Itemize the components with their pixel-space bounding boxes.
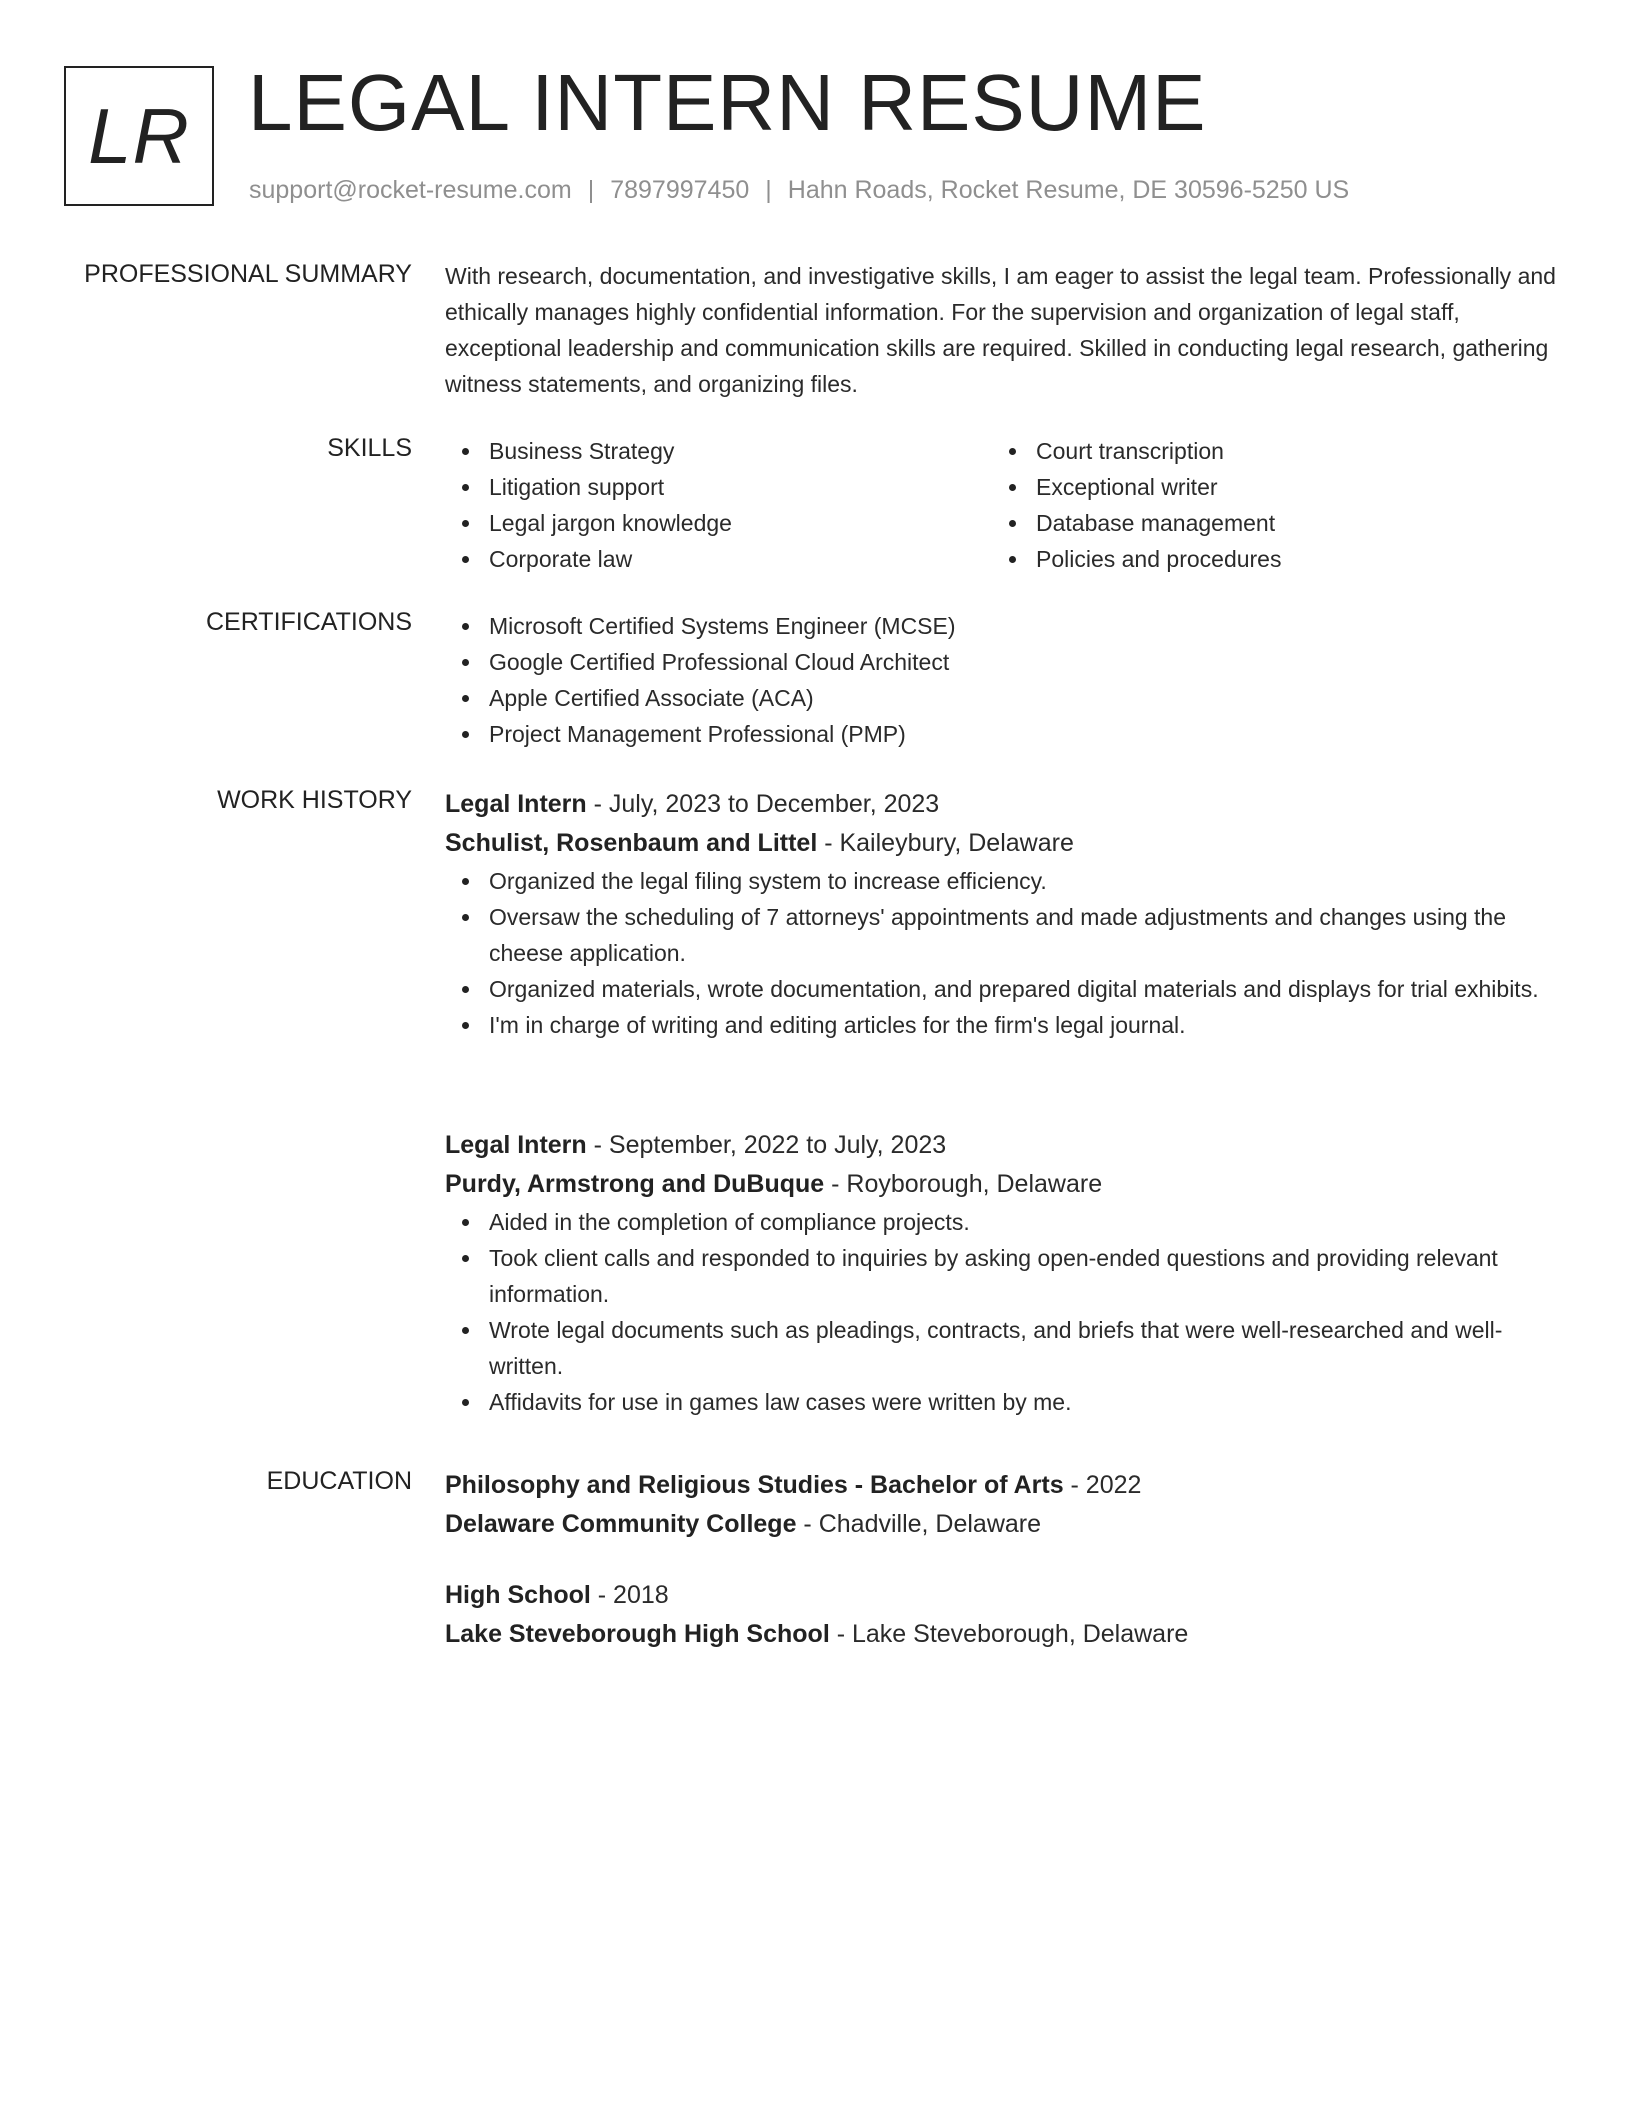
education-degree: High School bbox=[445, 1581, 591, 1609]
skill-item: Legal jargon knowledge bbox=[445, 505, 992, 541]
job-location: - Kaileybury, Delaware bbox=[817, 829, 1074, 857]
certification-item: Apple Certified Associate (ACA) bbox=[445, 680, 1565, 716]
section-label-certifications: CERTIFICATIONS bbox=[205, 608, 412, 636]
education-school: Lake Steveborough High School bbox=[445, 1620, 830, 1648]
section-label-education: EDUCATION bbox=[266, 1467, 412, 1495]
job-title-line bbox=[445, 785, 1565, 824]
section-label-work-history: WORK HISTORY bbox=[217, 786, 412, 814]
job-duty-item: Aided in the completion of compliance projects. bbox=[445, 1204, 1565, 1240]
education-degree: Philosophy and Religious Studies - Bachelor of Arts bbox=[445, 1471, 1064, 1499]
resume-title: LEGAL INTERN RESUME bbox=[248, 58, 1207, 147]
skill-item: Litigation support bbox=[445, 469, 992, 505]
section-label-summary: PROFESSIONAL SUMMARY bbox=[84, 260, 412, 288]
contact-phone: 7897997450 bbox=[610, 176, 750, 204]
contact-separator: | bbox=[765, 176, 772, 204]
contact-address: Hahn Roads, Rocket Resume, DE 30596-5250 US bbox=[787, 176, 1350, 204]
skill-item: Database management bbox=[992, 505, 1539, 541]
job-duty-item: Organized the legal filing system to increase efficiency. bbox=[445, 863, 1565, 899]
education-school: Delaware Community College bbox=[445, 1510, 797, 1538]
job-duty-item: Oversaw the scheduling of 7 attorneys' appointments and made adjustments and changes using the cheese application. bbox=[445, 899, 1565, 971]
job-title: Legal Intern bbox=[445, 790, 587, 818]
certification-item: Project Management Professional (PMP) bbox=[445, 716, 1565, 752]
section-label-skills: SKILLS bbox=[327, 434, 412, 462]
summary-text: With research, documentation, and investigative skills, I am eager to assist the legal team. Professionally and ethically manages highly confidential information. For the supervision and organization of legal staff, exceptional leadership and communication skills are required. Skilled in conducting legal research, gathering witness statements, and organizing files. bbox=[445, 263, 1556, 397]
job-title-line bbox=[445, 1126, 1565, 1165]
education-year: - 2022 bbox=[1063, 1471, 1142, 1499]
contact-line bbox=[249, 174, 1349, 206]
certifications-list bbox=[445, 608, 1565, 752]
education-entry bbox=[445, 1576, 1565, 1654]
job-entry bbox=[445, 1126, 1565, 1420]
contact-email: support@rocket-resume.com bbox=[249, 176, 572, 204]
education-school-line bbox=[445, 1505, 1565, 1544]
education-location: - Lake Steveborough, Delaware bbox=[829, 1620, 1189, 1648]
contact-separator: | bbox=[587, 176, 595, 204]
skill-item: Corporate law bbox=[445, 541, 992, 577]
job-entry bbox=[445, 785, 1565, 1043]
education-location: - Chadville, Delaware bbox=[796, 1510, 1042, 1538]
skills-list bbox=[445, 433, 1565, 577]
job-duty-item: I'm in charge of writing and editing articles for the firm's legal journal. bbox=[445, 1007, 1565, 1043]
education-school-line bbox=[445, 1615, 1565, 1654]
job-dates: - September, 2022 to July, 2023 bbox=[586, 1131, 947, 1159]
job-company: Schulist, Rosenbaum and Littel bbox=[445, 829, 818, 857]
education-degree-line bbox=[445, 1466, 1565, 1505]
skill-item: Court transcription bbox=[992, 433, 1539, 469]
job-location: - Royborough, Delaware bbox=[824, 1170, 1103, 1198]
job-duty-item: Wrote legal documents such as pleadings, contracts, and briefs that were well-researched and well-written. bbox=[445, 1312, 1565, 1384]
job-dates: - July, 2023 to December, 2023 bbox=[586, 790, 940, 818]
job-company: Purdy, Armstrong and DuBuque bbox=[445, 1170, 825, 1198]
skill-item: Business Strategy bbox=[445, 433, 992, 469]
monogram-logo: LR bbox=[64, 66, 214, 206]
skills-column-right bbox=[992, 433, 1539, 577]
job-duties bbox=[445, 863, 1565, 1043]
skills-column-left bbox=[445, 433, 992, 577]
job-duties bbox=[445, 1204, 1565, 1420]
education-year: - 2018 bbox=[590, 1581, 669, 1609]
education-degree-line bbox=[445, 1576, 1565, 1615]
education-entry bbox=[445, 1466, 1565, 1544]
job-company-line bbox=[445, 824, 1565, 863]
job-duty-item: Organized materials, wrote documentation, and prepared digital materials and displays for trial exhibits. bbox=[445, 971, 1565, 1007]
certification-item: Microsoft Certified Systems Engineer (MCSE) bbox=[445, 608, 1565, 644]
job-duty-item: Took client calls and responded to inquiries by asking open-ended questions and providing relevant information. bbox=[445, 1240, 1565, 1312]
skill-item: Policies and procedures bbox=[992, 541, 1539, 577]
job-company-line bbox=[445, 1165, 1565, 1204]
skill-item: Exceptional writer bbox=[992, 469, 1539, 505]
job-duty-item: Affidavits for use in games law cases were written by me. bbox=[445, 1384, 1565, 1420]
job-title: Legal Intern bbox=[445, 1131, 587, 1159]
certification-item: Google Certified Professional Cloud Architect bbox=[445, 644, 1565, 680]
